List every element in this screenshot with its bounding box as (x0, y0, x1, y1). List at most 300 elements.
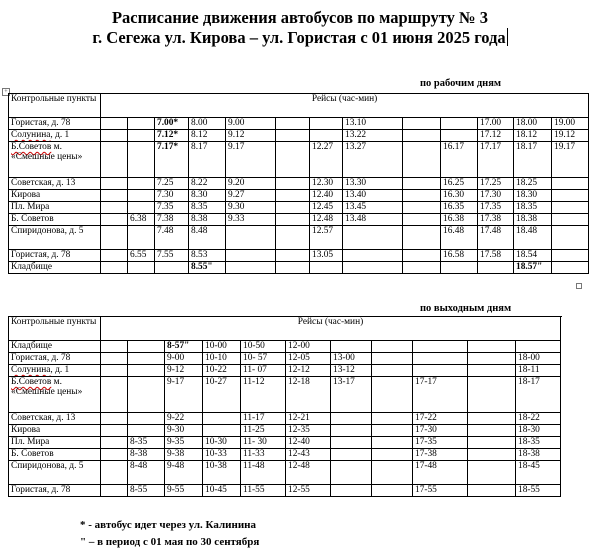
time-cell: 9.33 (226, 214, 276, 226)
time-cell: 17.58 (478, 250, 514, 262)
page-subtitle (0, 28, 600, 48)
time-cell: 13.05 (310, 250, 343, 262)
time-cell (226, 250, 276, 262)
time-cell (372, 365, 413, 377)
time-cell (403, 130, 441, 142)
time-cell (101, 377, 128, 413)
time-cell: 9.00 (226, 118, 276, 130)
time-cell (468, 437, 516, 449)
time-cell (203, 413, 241, 425)
weekday-heading: по рабочим дням (420, 78, 502, 89)
time-cell: 9-22 (165, 413, 203, 425)
time-cell (128, 365, 165, 377)
time-cell (276, 262, 310, 274)
time-cell (552, 214, 589, 226)
column-header-trips: Рейсы (час-мин) (101, 94, 589, 118)
time-cell (128, 353, 165, 365)
stop-name-cell: Б.Советов м. «Смешные цены» (9, 377, 101, 413)
time-cell: 9-17 (165, 377, 203, 413)
time-cell (128, 377, 165, 413)
time-cell: 17.00 (478, 118, 514, 130)
time-cell: 19.17 (552, 142, 589, 178)
time-cell (128, 413, 165, 425)
column-header-stops: Контрольные пункты (9, 317, 101, 341)
time-cell: 9.30 (226, 202, 276, 214)
time-cell (552, 250, 589, 262)
time-cell (101, 413, 128, 425)
time-cell: 17.12 (478, 130, 514, 142)
time-cell: 12.40 (310, 190, 343, 202)
time-cell: 13.48 (343, 214, 403, 226)
stop-name-cell: Пл. Мира (9, 202, 101, 214)
stop-name-cell: Гористая, д. 78 (9, 485, 101, 497)
time-cell: 18-30 (516, 425, 561, 437)
time-cell (128, 130, 155, 142)
time-cell (343, 226, 403, 250)
time-cell: 18-22 (516, 413, 561, 425)
time-cell (468, 377, 516, 413)
stop-name-cell: Гористая, д. 78 (9, 118, 101, 130)
time-cell: 12-55 (286, 485, 331, 497)
stop-name-cell: Кирова (9, 425, 101, 437)
table-row (9, 449, 561, 461)
time-cell (101, 142, 128, 178)
time-cell (276, 118, 310, 130)
stop-name-cell: Советская, д. 13 (9, 178, 101, 190)
time-cell: 8.22 (189, 178, 226, 190)
time-cell: 16.17 (441, 142, 478, 178)
time-cell: 8.30 (189, 190, 226, 202)
time-cell (468, 485, 516, 497)
time-cell: 18.35 (514, 202, 552, 214)
time-cell: 11-55 (241, 485, 286, 497)
time-cell: 17-55 (413, 485, 468, 497)
time-cell (403, 190, 441, 202)
stop-name-cell: Кладбище (9, 262, 101, 274)
time-cell: 12-43 (286, 449, 331, 461)
time-cell (276, 130, 310, 142)
time-cell: 8-57" (165, 341, 203, 353)
time-cell: 10-30 (203, 437, 241, 449)
time-cell: 18-38 (516, 449, 561, 461)
time-cell (128, 425, 165, 437)
table-row (9, 377, 561, 413)
time-cell (276, 142, 310, 178)
time-cell: 9-55 (165, 485, 203, 497)
time-cell: 18-35 (516, 437, 561, 449)
time-cell: 8-35 (128, 437, 165, 449)
time-cell: 8.12 (189, 130, 226, 142)
time-cell: 17.30 (478, 190, 514, 202)
time-cell (101, 178, 128, 190)
time-cell: 19.12 (552, 130, 589, 142)
table-row (9, 130, 589, 142)
time-cell: 18-00 (516, 353, 561, 365)
time-cell (331, 425, 372, 437)
time-cell (101, 341, 128, 353)
time-cell (403, 202, 441, 214)
time-cell: 12.30 (310, 178, 343, 190)
time-cell (101, 365, 128, 377)
header-row (9, 317, 561, 341)
stop-name-cell: Спиридонова, д. 5 (9, 226, 101, 250)
time-cell: 10-50 (241, 341, 286, 353)
time-cell (403, 214, 441, 226)
time-cell (101, 130, 128, 142)
time-cell (372, 485, 413, 497)
time-cell (331, 341, 372, 353)
time-cell: 9.17 (226, 142, 276, 178)
stop-name-cell: Гористая, д. 78 (9, 250, 101, 262)
time-cell (101, 118, 128, 130)
time-cell: 8-48 (128, 461, 165, 485)
time-cell: 17.38 (478, 214, 514, 226)
time-cell: 17-35 (413, 437, 468, 449)
time-cell (128, 190, 155, 202)
time-cell (128, 202, 155, 214)
time-cell: 12-12 (286, 365, 331, 377)
time-cell (478, 262, 514, 274)
time-cell: 9-35 (165, 437, 203, 449)
time-cell (128, 118, 155, 130)
time-cell (128, 142, 155, 178)
time-cell: 9.27 (226, 190, 276, 202)
time-cell: 12-00 (286, 341, 331, 353)
time-cell (403, 226, 441, 250)
time-cell (310, 130, 343, 142)
time-cell: 7.25 (155, 178, 189, 190)
time-cell (331, 461, 372, 485)
time-cell: 10-38 (203, 461, 241, 485)
time-cell: 12-48 (286, 461, 331, 485)
spellcheck-underline: Солунина (11, 130, 51, 140)
time-cell: 17.25 (478, 178, 514, 190)
weekend-heading: по выходным дням (420, 303, 512, 314)
time-cell (276, 190, 310, 202)
time-cell: 8-38 (128, 449, 165, 461)
time-cell: 13.27 (343, 142, 403, 178)
table-row (9, 461, 561, 485)
time-cell: 7.12* (155, 130, 189, 142)
time-cell: 8.17 (189, 142, 226, 178)
time-cell: 17-38 (413, 449, 468, 461)
time-cell: 17-22 (413, 413, 468, 425)
time-cell: 17.35 (478, 202, 514, 214)
time-cell: 11-12 (241, 377, 286, 413)
time-cell (468, 449, 516, 461)
time-cell: 10-00 (203, 341, 241, 353)
table-row (9, 341, 561, 353)
time-cell: 12.57 (310, 226, 343, 250)
time-cell: 10-45 (203, 485, 241, 497)
stop-name-cell: Солунина, д. 1 (9, 365, 101, 377)
time-cell: 17.17 (478, 142, 514, 178)
time-cell: 16.48 (441, 226, 478, 250)
time-cell: 17-17 (413, 377, 468, 413)
time-cell: 11-17 (241, 413, 286, 425)
page-subtitle-text: г. Сегежа ул. Кирова – ул. Гористая с 01 июня 2025 года (92, 28, 506, 47)
spellcheck-underline: Солунина (11, 365, 51, 375)
time-cell (310, 262, 343, 274)
stop-name-cell: Солунина, д. 1 (9, 130, 101, 142)
time-cell (128, 341, 165, 353)
table-row (9, 437, 561, 449)
time-cell: 13.40 (343, 190, 403, 202)
time-cell (331, 449, 372, 461)
time-cell (226, 262, 276, 274)
time-cell (552, 262, 589, 274)
time-cell (101, 437, 128, 449)
time-cell: 10-27 (203, 377, 241, 413)
time-cell: 10-10 (203, 353, 241, 365)
time-cell (203, 425, 241, 437)
time-cell: 16.30 (441, 190, 478, 202)
time-cell: 18.30 (514, 190, 552, 202)
time-cell: 19.00 (552, 118, 589, 130)
table-row (9, 118, 589, 130)
spellcheck-underline: Б.Советов (11, 377, 52, 387)
time-cell: 8.48 (189, 226, 226, 250)
time-cell: 9.12 (226, 130, 276, 142)
weekend-schedule-table (8, 316, 561, 497)
time-cell: 9-30 (165, 425, 203, 437)
time-cell: 12-18 (286, 377, 331, 413)
spellcheck-underline: Б.Советов (11, 142, 52, 152)
time-cell: 16.25 (441, 178, 478, 190)
time-cell (331, 437, 372, 449)
time-cell: 12.48 (310, 214, 343, 226)
time-cell (372, 413, 413, 425)
time-cell: 10-22 (203, 365, 241, 377)
time-cell (552, 190, 589, 202)
time-cell (276, 214, 310, 226)
time-cell: 6.55 (128, 250, 155, 262)
time-cell: 6.38 (128, 214, 155, 226)
time-cell (468, 353, 516, 365)
time-cell (276, 178, 310, 190)
table-row (9, 250, 589, 262)
time-cell (372, 377, 413, 413)
table-row (9, 413, 561, 425)
time-cell: 18-11 (516, 365, 561, 377)
time-cell: 8.53 (189, 250, 226, 262)
time-cell: 12-21 (286, 413, 331, 425)
time-cell: 7.48 (155, 226, 189, 250)
time-cell: 9-00 (165, 353, 203, 365)
time-cell (276, 202, 310, 214)
time-cell (552, 226, 589, 250)
time-cell (468, 365, 516, 377)
time-cell: 10-33 (203, 449, 241, 461)
time-cell (403, 250, 441, 262)
time-cell: 12.27 (310, 142, 343, 178)
time-cell (101, 226, 128, 250)
time-cell: 13-00 (331, 353, 372, 365)
time-cell: 10- 57 (241, 353, 286, 365)
time-cell: 7.38 (155, 214, 189, 226)
time-cell: 12-35 (286, 425, 331, 437)
time-cell: 7.35 (155, 202, 189, 214)
time-cell (372, 449, 413, 461)
time-cell: 16.35 (441, 202, 478, 214)
time-cell: 12.45 (310, 202, 343, 214)
time-cell (441, 130, 478, 142)
table-row (9, 202, 589, 214)
time-cell (101, 485, 128, 497)
time-cell (441, 118, 478, 130)
stop-name-cell: Кладбище (9, 341, 101, 353)
table-row (9, 425, 561, 437)
table-row (9, 353, 561, 365)
time-cell: 11-48 (241, 461, 286, 485)
time-cell (413, 365, 468, 377)
time-cell: 17.48 (478, 226, 514, 250)
table-move-handle-icon[interactable]: + (2, 88, 10, 96)
time-cell: 17-48 (413, 461, 468, 485)
table-row (9, 214, 589, 226)
time-cell: 9-48 (165, 461, 203, 485)
time-cell: 12-05 (286, 353, 331, 365)
time-cell (372, 353, 413, 365)
time-cell: 12-40 (286, 437, 331, 449)
time-cell: 9.20 (226, 178, 276, 190)
time-cell: 18-45 (516, 461, 561, 485)
time-cell: 8.55" (189, 262, 226, 274)
time-cell (155, 262, 189, 274)
time-cell (128, 226, 155, 250)
stop-name-cell: Кирова (9, 190, 101, 202)
time-cell: 11-33 (241, 449, 286, 461)
time-cell (403, 178, 441, 190)
table-row (9, 262, 589, 274)
note-asterisk: * - автобус идет через ул. Калинина (80, 519, 257, 531)
time-cell (372, 425, 413, 437)
time-cell: 18.48 (514, 226, 552, 250)
time-cell (372, 461, 413, 485)
time-cell (101, 262, 128, 274)
page-title: Расписание движения автобусов по маршруту № 3 (111, 8, 489, 27)
header-row (9, 94, 589, 118)
text-cursor (507, 28, 508, 46)
time-cell (403, 262, 441, 274)
time-cell: 18.25 (514, 178, 552, 190)
time-cell: 7.17* (155, 142, 189, 178)
stop-name-cell: Б.Советов м. «Смешные цены» (9, 142, 101, 178)
time-cell (343, 262, 403, 274)
time-cell (372, 341, 413, 353)
time-cell: 9-38 (165, 449, 203, 461)
table-resize-handle-icon[interactable] (576, 283, 582, 289)
time-cell: 16.58 (441, 250, 478, 262)
time-cell (310, 118, 343, 130)
weekday-schedule-table (8, 93, 589, 274)
time-cell: 7.55 (155, 250, 189, 262)
time-cell: 16.38 (441, 214, 478, 226)
time-cell: 18.17 (514, 142, 552, 178)
time-cell: 7.30 (155, 190, 189, 202)
table-row (9, 365, 561, 377)
time-cell (403, 118, 441, 130)
time-cell (101, 202, 128, 214)
time-cell (552, 202, 589, 214)
time-cell (331, 413, 372, 425)
time-cell (468, 425, 516, 437)
column-header-stops: Контрольные пункты (9, 94, 101, 118)
time-cell: 8.35 (189, 202, 226, 214)
time-cell (128, 178, 155, 190)
time-cell: 13.45 (343, 202, 403, 214)
time-cell (552, 178, 589, 190)
table-row (9, 190, 589, 202)
time-cell: 11- 07 (241, 365, 286, 377)
time-cell: 8.38 (189, 214, 226, 226)
time-cell: 13-17 (331, 377, 372, 413)
time-cell (101, 353, 128, 365)
time-cell: 9-12 (165, 365, 203, 377)
time-cell (101, 250, 128, 262)
stop-name-cell: Советская, д. 13 (9, 413, 101, 425)
time-cell (276, 226, 310, 250)
time-cell: 13.22 (343, 130, 403, 142)
time-cell (101, 449, 128, 461)
table-row (9, 485, 561, 497)
time-cell (331, 485, 372, 497)
stop-name-cell: Б. Советов (9, 449, 101, 461)
time-cell: 18.12 (514, 130, 552, 142)
time-cell (226, 226, 276, 250)
stop-name-cell: Гористая, д. 78 (9, 353, 101, 365)
time-cell (276, 250, 310, 262)
time-cell: 18.54 (514, 250, 552, 262)
time-cell: 18.57" (514, 262, 552, 274)
time-cell (101, 425, 128, 437)
time-cell (343, 250, 403, 262)
time-cell: 8-55 (128, 485, 165, 497)
time-cell (441, 262, 478, 274)
time-cell: 13-12 (331, 365, 372, 377)
stop-name-cell: Спиридонова, д. 5 (9, 461, 101, 485)
time-cell (413, 353, 468, 365)
time-cell (468, 341, 516, 353)
time-cell: 18-55 (516, 485, 561, 497)
stop-name-cell: Б. Советов (9, 214, 101, 226)
time-cell (128, 262, 155, 274)
table-row (9, 178, 589, 190)
time-cell: 7.00* (155, 118, 189, 130)
time-cell: 8.00 (189, 118, 226, 130)
time-cell: 17-30 (413, 425, 468, 437)
time-cell (516, 341, 561, 353)
time-cell (101, 461, 128, 485)
time-cell: 13.30 (343, 178, 403, 190)
time-cell (372, 437, 413, 449)
time-cell (101, 190, 128, 202)
time-cell (468, 461, 516, 485)
time-cell: 18-17 (516, 377, 561, 413)
time-cell: 11-25 (241, 425, 286, 437)
time-cell: 13.10 (343, 118, 403, 130)
time-cell (403, 142, 441, 178)
time-cell (468, 413, 516, 425)
column-header-trips: Рейсы (час-мин) (101, 317, 561, 341)
stop-name-cell: Пл. Мира (9, 437, 101, 449)
table-row (9, 142, 589, 178)
note-quote: " – в период с 01 мая по 30 сентября (80, 536, 260, 548)
time-cell (413, 341, 468, 353)
time-cell (101, 214, 128, 226)
time-cell: 18.00 (514, 118, 552, 130)
time-cell: 11- 30 (241, 437, 286, 449)
